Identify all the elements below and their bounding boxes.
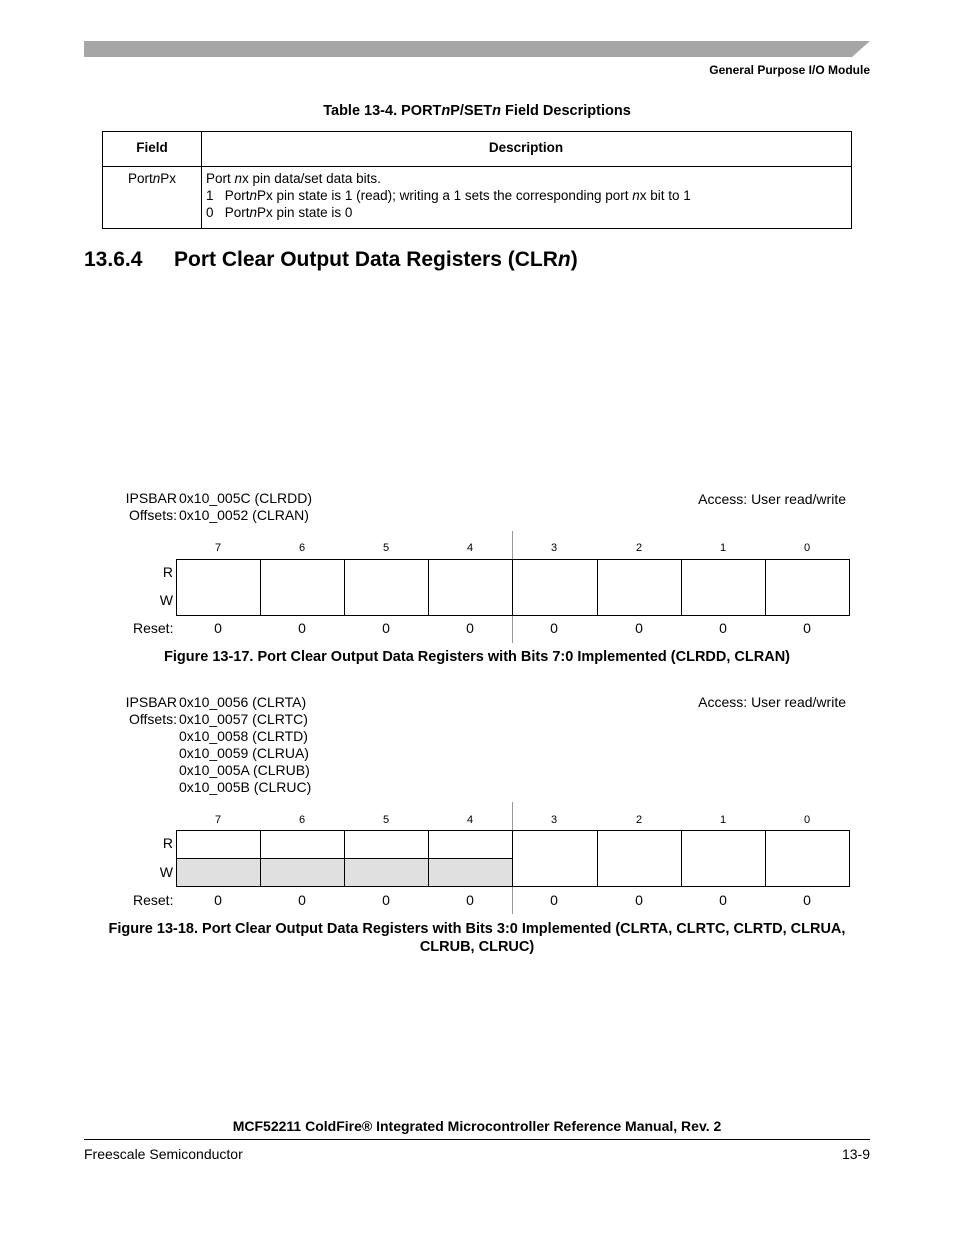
table-caption: Table 13-4. PORTnP/SETn Field Descriptions [323,103,631,119]
bit-number: 0 [803,814,811,826]
offset-entry: 0x10_0059 (CLRUA) [179,745,309,761]
fig17-reset-label: Reset: [133,620,174,636]
reset-value: 0 [466,620,474,636]
bit-number: 7 [214,814,222,826]
bit-cell-divider [428,831,513,886]
bit-cell-divider [681,560,766,615]
bit-number: 1 [719,542,727,554]
fig18-ipsbar-label: IPSBAR Offsets: [125,694,177,727]
offset-entry: 0x10_005C (CLRDD) [179,490,313,506]
bit-number: 6 [298,814,306,826]
fig17-register-box [176,559,850,616]
bit-cell-divider [260,831,345,886]
bit-number: 5 [382,542,390,554]
bit-cell-divider [344,831,429,886]
bit-cell-divider [428,560,513,615]
bit-number: 6 [298,542,306,554]
figure-13-18-caption: Figure 13-18. Port Clear Output Data Registers with Bits 3:0 Implemented (CLRTA, CLRTC, CLRTD, CLRUA, CLRUB, CLRUC) [108,921,846,955]
fig18-offsets [179,694,311,796]
fig17-offsets [179,490,312,524]
reset-value: 0 [298,892,306,908]
reset-value: 0 [214,892,222,908]
fig18-reset-label: Reset: [133,892,174,908]
figure-13-17-caption: Figure 13-17. Port Clear Output Data Registers with Bits 7:0 Implemented (CLRDD, CLRAN) [163,649,790,665]
bit-number: 4 [466,542,474,554]
fig17-row-r-label: R [162,564,173,580]
footer-rule [84,1139,870,1140]
fig18-row-w-label: W [159,864,173,880]
reset-value: 0 [719,620,727,636]
bit-cell-divider [512,560,597,615]
header-band [84,41,870,57]
bit-number: 3 [550,542,558,554]
reset-value: 0 [382,892,390,908]
section-title: Port Clear Output Data Registers (CLRn) [174,248,578,271]
offset-entry: 0x10_0052 (CLRAN) [179,507,309,523]
footer-manual-title: MCF52211 ColdFire® Integrated Microcontroller Reference Manual, Rev. 2 [232,1118,722,1134]
section-number: 13.6.4 [84,248,143,271]
bit-cell-divider [512,831,597,886]
fig17-row-w-label: W [159,592,173,608]
reset-value: 0 [550,620,558,636]
offset-entry: 0x10_0058 (CLRTD) [179,728,308,744]
bit-number: 5 [382,814,390,826]
footer-page-number: 13-9 [841,1146,870,1162]
bit-number: 4 [466,814,474,826]
bit-cell-divider [597,831,682,886]
column-header-field: Field [136,140,168,155]
bit-cell-divider [597,560,682,615]
reset-value: 0 [466,892,474,908]
bit-cell-divider [765,560,850,615]
reset-value: 0 [635,620,643,636]
offset-entry: 0x10_0057 (CLRTC) [179,711,308,727]
offset-entry: 0x10_005A (CLRUB) [179,762,310,778]
reset-value: 0 [803,620,811,636]
reset-value: 0 [550,892,558,908]
bit-cell-divider [765,831,850,886]
footer-company: Freescale Semiconductor [84,1146,243,1162]
reset-value: 0 [382,620,390,636]
reset-value: 0 [635,892,643,908]
bit-cell-divider [681,831,766,886]
bit-number: 0 [803,542,811,554]
bit-number: 3 [550,814,558,826]
description-cell [206,170,691,221]
fig17-access: Access: User read/write [698,491,846,507]
fig18-row-r-label: R [162,835,173,851]
reset-value: 0 [719,892,727,908]
fig18-register-box [176,830,850,887]
column-header-description: Description [488,140,564,155]
bit-cell-divider [344,560,429,615]
bit-number: 2 [635,542,643,554]
description-line: Port nx pin data/set data bits. [206,171,381,186]
bit-number: 1 [719,814,727,826]
description-line: 1 PortnPx pin state is 1 (read); writing a 1 sets the corresponding port nx bit to 1 [206,188,691,203]
running-header: General Purpose I/O Module [709,63,870,77]
bit-number: 2 [635,814,643,826]
fig18-access: Access: User read/write [698,694,846,710]
reset-value: 0 [803,892,811,908]
field-description-table [102,131,852,229]
offset-entry: 0x10_0056 (CLRTA) [179,694,307,710]
offset-entry: 0x10_005B (CLRUC) [179,779,312,795]
description-line: 0 PortnPx pin state is 0 [206,205,353,220]
fig17-ipsbar-label: IPSBAR Offsets: [125,490,177,523]
bit-cell-divider [260,560,345,615]
bit-number: 7 [214,542,222,554]
field-name-cell: PortnPx [127,171,177,186]
reset-value: 0 [298,620,306,636]
reset-value: 0 [214,620,222,636]
